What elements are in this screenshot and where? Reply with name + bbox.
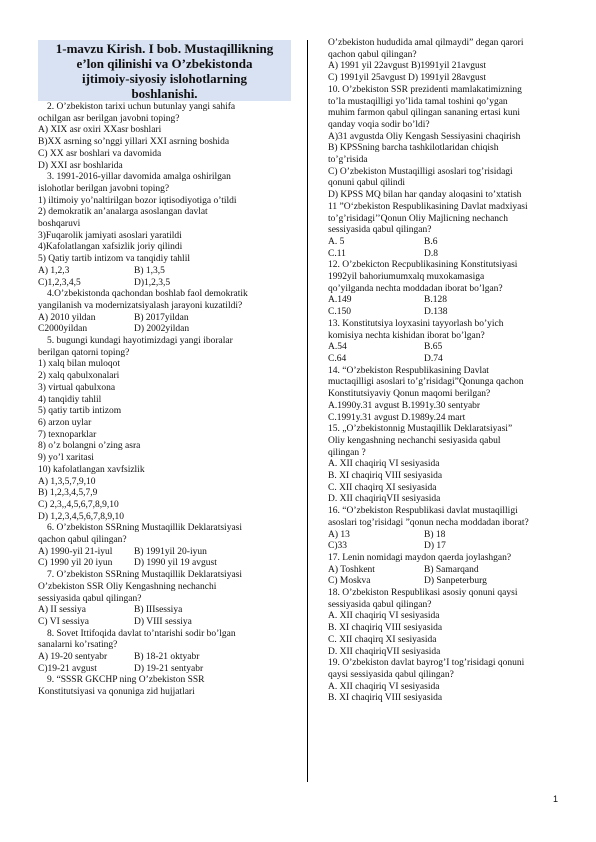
answer-option: D)1,2,3,5: [134, 277, 171, 288]
text-line: 14. “O’zbekiston Respublikasining Davlat: [328, 365, 489, 376]
answer-options-row: [38, 617, 291, 629]
text-line: yangilanish va modernizatsiyalash jarayoni kuzatildi?: [38, 300, 243, 311]
text-line: 5) qatiy tartib intizom: [38, 406, 122, 417]
text-line: to’la mustaqilligi yo’lida tamal toshini qo’ygan: [328, 96, 508, 107]
answer-options-row: [328, 249, 560, 261]
text-line: 2. O’zbekiston tarixi uchun butunlay yangi sahifa: [47, 102, 236, 112]
text-line: 7) texnoparklar: [38, 429, 97, 440]
answer-option: B) 1991yil 20-iyun: [134, 546, 207, 557]
heading-line: e’lon qilinishi va O’zbekistonda: [76, 56, 253, 71]
text-line: A. XII chaqiriq VI sesiyasida: [328, 681, 440, 692]
answer-options-row: [38, 278, 291, 290]
answer-option: A) II sessiya: [38, 605, 87, 616]
answer-option: A.149: [328, 295, 352, 306]
answer-options-row: [328, 307, 560, 319]
text-line: C.1991y.31 avgust D.1989y.24 mart: [328, 412, 466, 423]
answer-option: B.6: [424, 236, 438, 247]
text-line: 3)Fuqarolik jamiyati asoslari yaratildi: [38, 230, 182, 241]
right-column: [328, 38, 560, 705]
answer-option: C)33: [328, 541, 347, 552]
text-line: qachon qabul qilingan?: [328, 49, 417, 60]
answer-option: B.65: [424, 342, 443, 353]
text-line: 6) arzon uylar: [38, 417, 92, 428]
text-line: Konstitutsiyasi va qonuniga zid hujjatlari: [38, 687, 195, 698]
answer-options-row: [328, 354, 560, 366]
text-line: 16. “O’zbekiston Respublikasi davlat mustaqilligi: [328, 506, 518, 517]
answer-option: A) 1,2,3: [38, 265, 70, 276]
answer-option: B) 2017yildan: [134, 312, 189, 323]
answer-option: C.64: [328, 353, 347, 364]
text-line: A)31 avgustda Oliy Kengash Sessiyasini chaqirish: [328, 131, 521, 142]
text-line: boshqaruvi: [38, 219, 81, 230]
text-line: B) 1,2,3,4,5,7,9: [38, 488, 98, 499]
text-line: 9. “SSSR GKCHP ning O’zbekiston SSR: [47, 675, 205, 686]
answer-options-row: [328, 342, 560, 354]
answer-options-row: [38, 652, 291, 664]
answer-option: D) Sanpeterburg: [424, 576, 487, 587]
text-line: 4) tanqidiy tahlil: [38, 394, 102, 405]
answer-option: A) Toshkent: [328, 564, 375, 575]
text-line: C) XX asr boshlari va davomida: [38, 148, 162, 159]
answer-option: B) Samarqand: [424, 564, 479, 575]
answer-options-row: [38, 558, 291, 570]
answer-option: A) 19-20 sentyabr: [38, 652, 108, 663]
text-line: D) XXI asr boshlarida: [38, 160, 123, 171]
text-line: C) 2,3,,4,5,6,7,8,9,10: [38, 499, 119, 510]
text-line: to’g’risida: [328, 155, 368, 166]
text-line: 2) demokratik an’analarga asoslangan davlat: [38, 207, 208, 218]
answer-option: B.128: [424, 295, 447, 306]
answer-option: C.11: [328, 248, 346, 259]
text-line: sanalarni ko’rsating?: [38, 640, 118, 651]
text-line: muhim farmon qabul qilingan sananing ertasi kuni: [328, 108, 521, 119]
answer-option: A) 1990-yil 21-iyul: [38, 546, 113, 557]
text-line: 10. O’zbekiston SSR prezidenti mamlakatimizning: [328, 84, 522, 95]
text-line: 1) xalq bilan muloqot: [38, 359, 121, 370]
text-line: qachon qabul qilingan?: [38, 535, 127, 546]
text-line: C) 1991yil 25avgust D) 1991yil 28avgust: [328, 73, 487, 84]
text-line: 8) o’z bolangni o’zing asra: [38, 441, 141, 452]
text-line: komisiya nechta kishidan iborat bo’lgan?: [328, 330, 485, 341]
text-line: qonuni qabul qilindi: [328, 178, 406, 189]
text-line: C. XII chaqirq XI sesiyasida: [328, 482, 437, 493]
answer-options-row: [38, 324, 291, 336]
text-line: qo’yilganda nechta moddadan iborat bo’lgan?: [328, 283, 503, 294]
answer-option: A) 2010 yildan: [38, 312, 96, 323]
text-line: 3) virtual qabulxona: [38, 382, 116, 393]
text-line: 5. bugungi kundagi hayotimizdagi yangi iboralar: [47, 336, 233, 347]
answer-options-row: [328, 565, 560, 577]
text-line: asoslari tog’risidagi ”qonun necha moddadan iborat?: [328, 517, 529, 528]
answer-option: D.138: [424, 307, 448, 318]
text-line: 6. O’zbekiston SSRning Mustaqillik Deklaratsiyasi: [47, 523, 243, 534]
section-heading: [38, 40, 291, 101]
answer-option: C) VI sessiya: [38, 616, 90, 627]
text-line: 2) xalq qabulxonalari: [38, 371, 120, 382]
text-line: sessiyasida qabul qilingan?: [328, 599, 432, 610]
answer-options-row: [328, 295, 560, 307]
answer-options-row: [38, 547, 291, 559]
answer-options-row: [328, 576, 560, 588]
text-line: A) XIX asr oxiri XXasr boshlari: [38, 125, 162, 136]
left-column: [38, 40, 291, 699]
answer-option: C) Moskva: [328, 576, 371, 587]
answer-option: B) 18-21 oktyabr: [134, 652, 200, 663]
page-number: 1: [552, 794, 558, 804]
text-line: sessiyasida qabul qilingan?: [38, 593, 142, 604]
text-line: 19. O’zbekiston davlat bayrog’I tog’risidagi qonuni: [328, 658, 525, 669]
text-line: C) O’zbekiston Mustaqilligi asoslari tog’risidagi: [328, 166, 513, 177]
answer-options-row: [328, 237, 560, 249]
answer-option: C)1,2,3,4,5: [38, 277, 81, 288]
answer-option: D) 17: [424, 541, 446, 552]
right-question-list: [328, 38, 560, 705]
text-line: 8. Sovet Ittifoqida davlat to’ntarishi sodir bo’lgan: [47, 628, 236, 639]
text-line: 9) yo’l xaritasi: [38, 453, 94, 464]
text-line: islohotlar berilgan javobni toping?: [38, 183, 170, 194]
text-line: O’zbekiston SSR Oliy Kengashning nechanchi: [38, 581, 217, 592]
text-line: 12. O’zbekicton Recpublikasining Konstitutsiyasi: [328, 260, 518, 271]
text-line: A. XII chaqiriq VI sesiyasida: [328, 611, 440, 622]
answer-option: A.54: [328, 342, 347, 353]
heading-line: boshlanishi.: [131, 86, 198, 101]
text-line: 4.O’zbekistonda qachondan boshlab faol demokratik: [47, 289, 248, 300]
text-line: D. XII chaqiriqVII sesiyasida: [328, 646, 441, 657]
text-line: 4)Kafolatlangan xafsizlik joriy qilindi: [38, 242, 183, 253]
text-line: sessiyasida qabul qilingan?: [328, 225, 432, 236]
text-line: 1) iltimoiy yo’naltirilgan bozor iqtisodiyotiga o’tildi: [38, 195, 237, 206]
answer-option: B) 1,3,5: [134, 265, 165, 276]
text-line: 17. Lenin nomidagi maydon qaerda joylashgan?: [328, 552, 512, 563]
text-line: A.1990y.31 avgust B.1991y.30 sentyabr: [328, 400, 481, 411]
text-line: A) 1,3,5,7,9,10: [38, 476, 96, 487]
answer-option: C2000yildan: [38, 324, 88, 335]
text-line: C. XII chaqirq XI sesiyasida: [328, 634, 437, 645]
text-line: qilingan ?: [328, 447, 366, 458]
text-line: D. XII chaqiriqVII sesiyasida: [328, 494, 441, 505]
text-line: B. XI chaqiriq VIII sesiyasida: [328, 693, 443, 704]
text-line: D) KPSS MQ bilan har qanday aloqasini to’xtatish: [328, 190, 522, 201]
text-line: D) 1,2,3,4,5,6,7,8,9,10: [38, 511, 125, 522]
answer-option: D) 2002yildan: [134, 324, 190, 335]
left-question-list: [38, 102, 291, 699]
text-line: A) 1991 yil 22avgust B)1991yil 21avgust: [328, 61, 487, 72]
text-line: B. XI chaqiriq VIII sesiyasida: [328, 471, 443, 482]
answer-option: C) 1990 yil 20 iyun: [38, 558, 113, 569]
text-line: to’g’risidagi’’Qonun Oliy Majlicning nechanch: [328, 213, 509, 224]
answer-option: B) IIIsessiya: [134, 605, 183, 616]
text-line: berilgan qatorni toping?: [38, 347, 130, 358]
text-line: 18. O’zbekiston Respublikasi asosiy qonuni qaysi: [328, 588, 518, 599]
text-line: 11 ”O‘zbekiston Respublikasining Davlat madxiyasi: [328, 201, 528, 212]
text-line: 7. O’zbekiston SSRning Mustaqillik Deklaratsiyasi: [47, 570, 243, 581]
answer-options-row: [328, 541, 560, 553]
column-divider: [307, 40, 308, 782]
text-line: 15. „O’zbekistonnig Mustaqillik Deklaratsiyasi”: [328, 424, 513, 435]
text-line: 10) kafolatlangan xavfsizlik: [38, 464, 145, 475]
text-line: ochilgan asr berilgan javobni toping?: [38, 113, 180, 124]
answer-option: D) 19-21 sentyabr: [134, 663, 204, 674]
answer-option: D.8: [424, 248, 438, 259]
text-line: B)XX asrning so’nggi yillari XXI asrning boshida: [38, 137, 230, 148]
answer-option: C)19-21 avgust: [38, 663, 97, 674]
heading-line: 1-mavzu Kirish. I bob. Mustaqillikning: [55, 41, 274, 56]
text-line: A. XII chaqiriq VI sesiyasida: [328, 459, 440, 470]
answer-options-row: [38, 266, 291, 278]
text-line: muctaqilligi asoslari to’g’risidagi”Qonunga qachon: [328, 377, 524, 388]
answer-option: B) 18: [424, 529, 446, 540]
text-line: Konstitutsiyaviy Qonun maqomi berilgan?: [328, 389, 491, 400]
text-line: B. XI chaqiriq VIII sesiyasida: [328, 623, 443, 634]
text-line: Oliy kengashning nechanchi sesiyasida qabul: [328, 435, 501, 446]
text-line: O’zbekiston hududida amal qilmaydi” degan qarori: [328, 38, 524, 48]
text-line: qaysi sessiyasida qabul qilingan?: [328, 669, 454, 680]
text-line: 5) Qatiy tartib intizom va tanqidiy tahlil: [38, 254, 190, 265]
answer-options-row: [328, 530, 560, 542]
answer-options-row: [38, 313, 291, 325]
answer-option: D) 1990 yil 19 avgust: [134, 558, 217, 569]
answer-options-row: [38, 605, 291, 617]
answer-option: D.74: [424, 353, 443, 364]
answer-option: C.150: [328, 307, 351, 318]
heading-line: ijtimoiy-siyosiy islohotlarning: [81, 71, 248, 86]
text-line: 1992yil bahoriumumxalq muxokamasiga: [328, 272, 485, 283]
answer-option: A) 13: [328, 529, 350, 540]
answer-option: D) VIII sessiya: [134, 616, 192, 627]
text-line: qanday voqia sodir bo’ldi?: [328, 119, 430, 130]
text-line: B) KPSSning barcha tashkilotlaridan chiqish: [328, 143, 499, 154]
answer-option: A. 5: [328, 236, 345, 247]
text-line: 3. 1991-2016-yillar davomida amalga oshirilgan: [47, 172, 231, 183]
text-line: 13. Konstitutsiya loyxasini tayyorlash bo’yich: [328, 318, 504, 329]
answer-options-row: [38, 664, 291, 676]
